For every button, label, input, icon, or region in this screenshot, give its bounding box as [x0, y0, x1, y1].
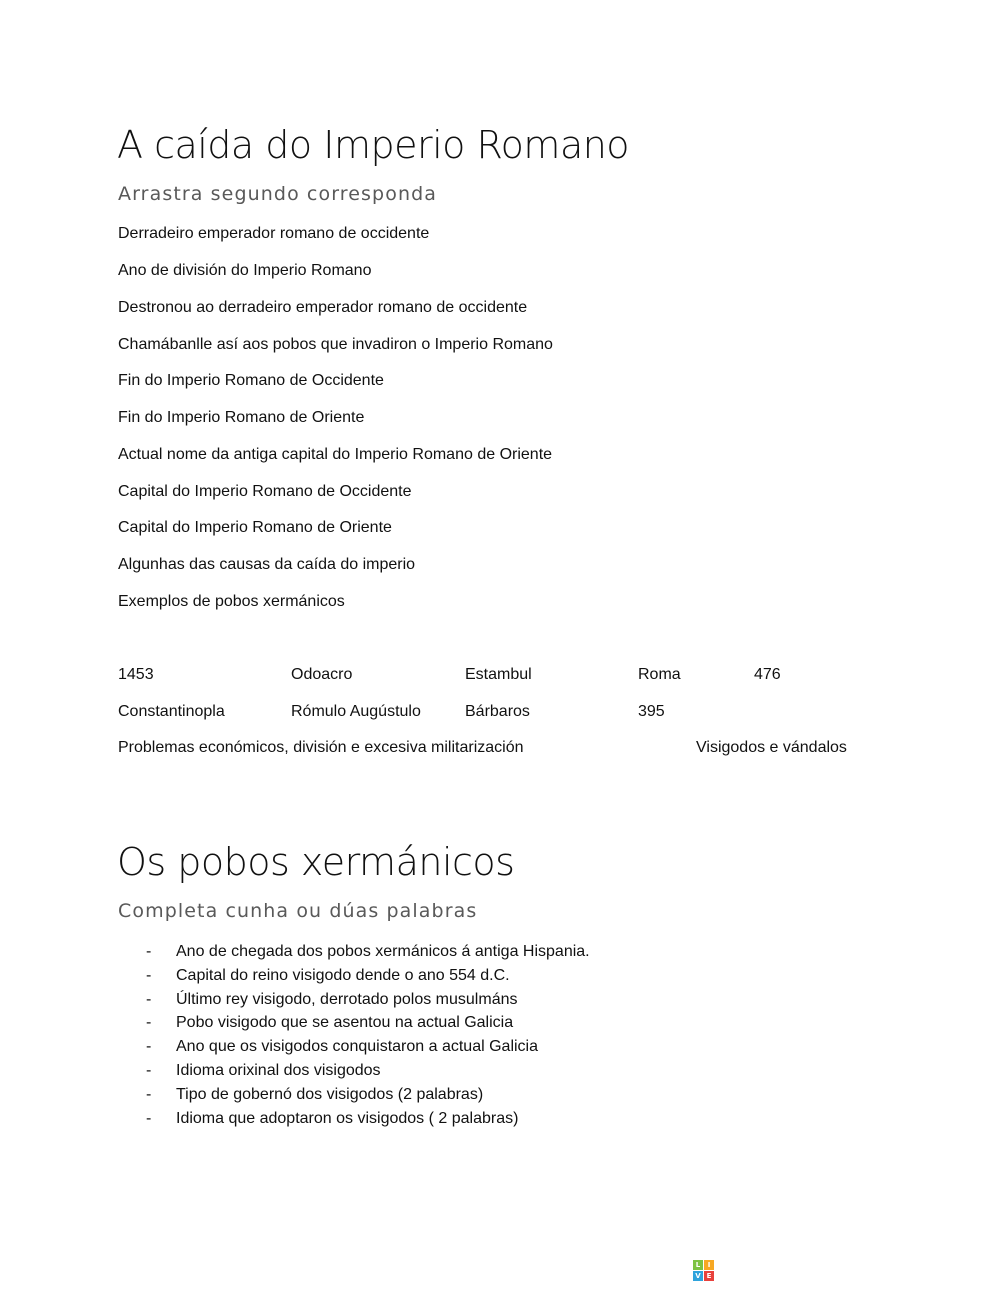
- list-item: [146, 1083, 590, 1107]
- question-item: Actual nome da antiga capital do Imperio Romano de Oriente: [118, 446, 553, 463]
- list-item: [146, 1059, 590, 1083]
- logo-mark-letter: E: [704, 1271, 714, 1281]
- section-subtitle-complete: Completa cunha ou dúas palabras: [118, 900, 478, 922]
- logo-mark-letter: V: [693, 1271, 703, 1281]
- bullet-dash: -: [146, 1014, 152, 1032]
- section-title-germanic-peoples: Os pobos xermánicos: [117, 840, 515, 884]
- list-item-text: Ano de chegada dos pobos xermánicos á antiga Hispania.: [176, 943, 590, 960]
- bullet-dash: -: [146, 990, 152, 1008]
- question-item: Ano de división do Imperio Romano: [118, 262, 372, 279]
- bullet-dash: -: [146, 1038, 152, 1056]
- answer-option-visigodos-vandalos[interactable]: Visigodos e vándalos: [696, 739, 847, 756]
- liveworksheets-logo: [693, 1255, 717, 1285]
- list-item: [146, 1035, 590, 1059]
- question-item: Fin do Imperio Romano de Oriente: [118, 409, 365, 426]
- answer-option-causes[interactable]: Problemas económicos, división e excesiva militarización: [118, 739, 524, 756]
- answer-option-476[interactable]: 476: [754, 666, 781, 683]
- question-item: Capital do Imperio Romano de Occidente: [118, 483, 412, 500]
- answer-option-roma[interactable]: Roma: [638, 666, 681, 683]
- list-item-text: Capital do reino visigodo dende o ano 554 d.C.: [176, 966, 510, 984]
- section-title-fall-of-rome: A caída do Imperio Romano: [117, 123, 630, 167]
- bullet-dash: -: [146, 1085, 152, 1103]
- logo-mark-letter: I: [704, 1260, 714, 1270]
- list-item-text: Último rey visigodo, derrotado polos musulmáns: [176, 990, 518, 1008]
- logo-mark-icon: [693, 1260, 714, 1281]
- list-item: [146, 964, 590, 988]
- list-item: [146, 988, 590, 1012]
- list-item: [146, 940, 590, 964]
- answer-option-barbaros[interactable]: Bárbaros: [465, 703, 530, 720]
- answer-option-romulo-augustulo[interactable]: Rómulo Augústulo: [291, 703, 421, 720]
- question-item: Capital do Imperio Romano de Oriente: [118, 519, 392, 536]
- question-item: Derradeiro emperador romano de occidente: [118, 225, 430, 242]
- answer-option-constantinopla[interactable]: Constantinopla: [118, 703, 225, 720]
- list-item: [146, 1107, 590, 1131]
- bullet-dash: -: [146, 966, 152, 984]
- logo-mark-letter: L: [693, 1260, 703, 1270]
- answer-option-395[interactable]: 395: [638, 703, 665, 720]
- bullet-dash: -: [146, 1109, 152, 1127]
- question-item: Exemplos de pobos xermánicos: [118, 593, 345, 610]
- section-subtitle-drag: Arrastra segundo corresponda: [118, 183, 437, 205]
- list-item-text: Idioma que adoptaron os visigodos ( 2 palabras): [176, 1109, 519, 1127]
- question-item: Chamábanlle así aos pobos que invadiron o Imperio Romano: [118, 336, 553, 353]
- answer-option-1453[interactable]: 1453: [118, 666, 154, 683]
- answer-option-estambul[interactable]: Estambul: [465, 666, 532, 683]
- list-item-text: Tipo de gobernó dos visigodos (2 palabras): [176, 1085, 484, 1103]
- question-item: Algunhas das causas da caída do imperio: [118, 556, 416, 573]
- list-item-text: Idioma orixinal dos visigodos: [176, 1061, 381, 1079]
- bullet-dash: -: [146, 943, 152, 960]
- bullet-dash: -: [146, 1061, 152, 1079]
- question-item: Fin do Imperio Romano de Occidente: [118, 372, 384, 389]
- fill-in-list: [146, 940, 590, 1130]
- answer-option-odoacro[interactable]: Odoacro: [291, 666, 353, 683]
- list-item: [146, 1011, 590, 1035]
- question-item: Destronou ao derradeiro emperador romano de occidente: [118, 299, 528, 316]
- list-item-text: Pobo visigodo que se asentou na actual Galicia: [176, 1014, 514, 1032]
- list-item-text: Ano que os visigodos conquistaron a actual Galicia: [176, 1038, 538, 1056]
